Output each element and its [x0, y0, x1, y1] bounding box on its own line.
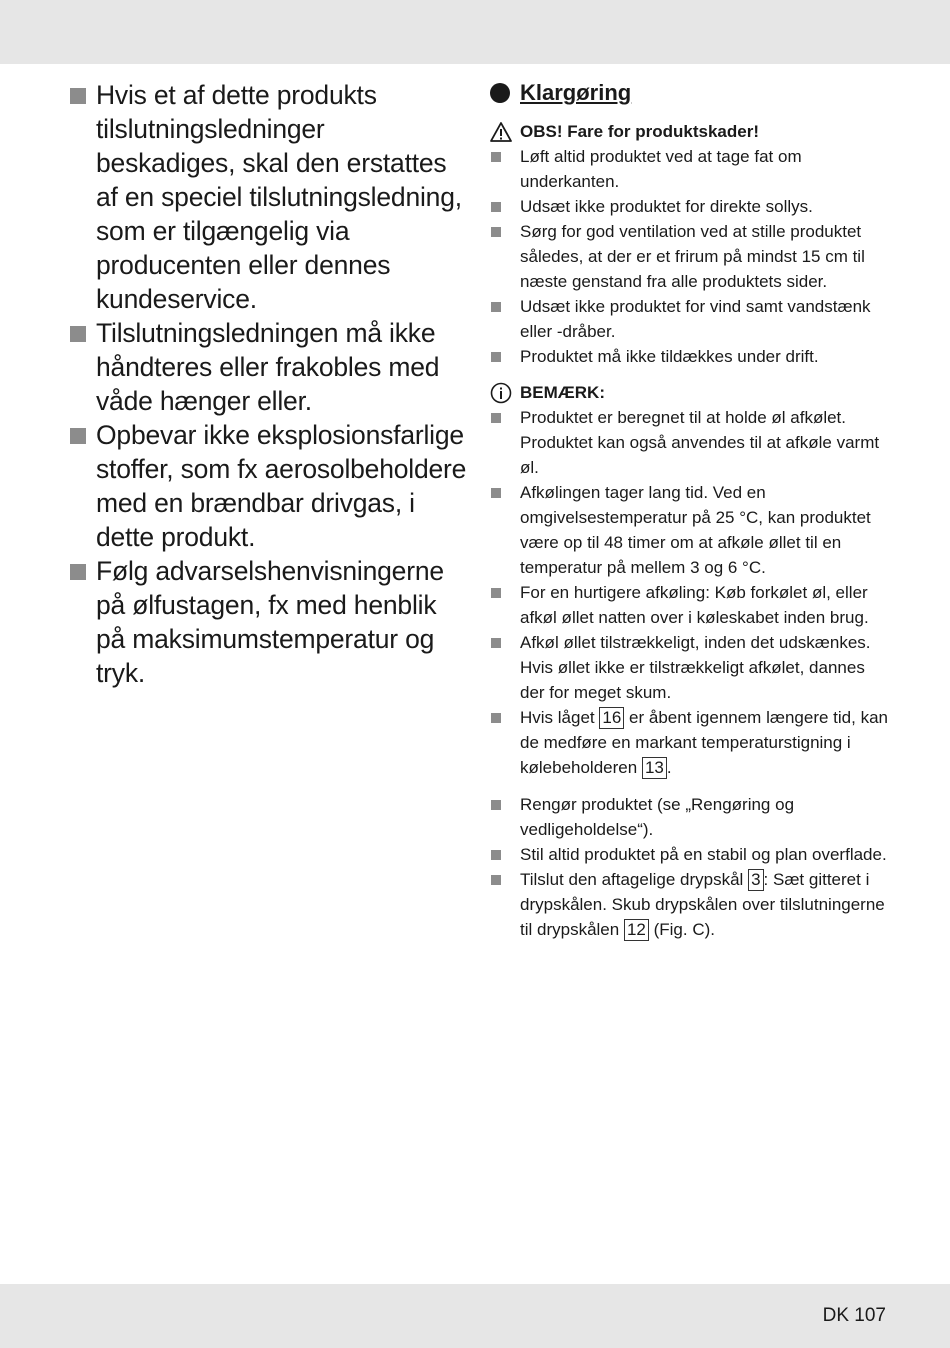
square-bullet-icon — [491, 800, 501, 810]
list-item — [490, 705, 890, 780]
list-item — [70, 418, 470, 554]
header-band — [0, 0, 950, 64]
list-item-text: Sørg for god ventilation ved at stille produktet således, at der er et frirum på mindst 15 cm til næste genstand fra alle produktets sider. — [520, 222, 865, 291]
list-item-text-part: : Sæt gitteret i drypskålen. Skub drypskålen over tilslutningerne til drypskålen — [520, 870, 885, 939]
list-item — [490, 867, 890, 942]
note-list — [490, 405, 890, 780]
list-item — [70, 316, 470, 418]
list-item — [70, 78, 470, 316]
note-title: BEMÆRK: — [520, 383, 605, 402]
list-item — [490, 194, 890, 219]
footer-band — [0, 1284, 950, 1348]
part-reference: 12 — [624, 919, 649, 941]
list-item — [70, 554, 470, 690]
right-column — [490, 78, 890, 942]
square-bullet-icon — [70, 326, 86, 342]
list-item-text-part: Hvis låget — [520, 708, 595, 727]
part-reference: 3 — [748, 869, 763, 891]
list-item-text: Udsæt ikke produktet for vind samt vandstænk eller -dråber. — [520, 297, 871, 341]
left-column — [70, 78, 470, 690]
list-item-text: Tilslutningsledningen må ikke håndteres eller frakobles med våde hænger eller. — [96, 318, 440, 416]
list-item-text-part: Tilslut den aftagelige drypskål — [520, 870, 744, 889]
square-bullet-icon — [70, 88, 86, 104]
list-item — [490, 580, 890, 630]
list-item — [490, 792, 890, 842]
list-item — [490, 480, 890, 580]
square-bullet-icon — [491, 713, 501, 723]
list-item — [490, 144, 890, 194]
list-item-text: Afkølingen tager lang tid. Ved en omgivelsestemperatur på 25 °C, kan produktet være op til 48 timer om at afkøle øllet til en temperatur på mellem 3 og 6 °C. — [520, 483, 871, 577]
list-item-text: For en hurtigere afkøling: Køb forkølet øl, eller afkøl øllet natten over i køleskabet inden brug. — [520, 583, 869, 627]
note-notice — [490, 381, 890, 405]
square-bullet-icon — [491, 638, 501, 648]
list-item — [490, 842, 890, 867]
list-item-text: Afkøl øllet tilstrækkeligt, inden det udskænkes. Hvis øllet ikke er tilstrækkeligt afkølet, dannes der for meget skum. — [520, 633, 871, 702]
list-item-text: Hvis et af dette produkts tilslutningsledninger beskadiges, skal den erstattes af en speciel tilslutningsledning, som er tilgængelig via producenten eller dennes kundeservice. — [96, 80, 462, 314]
list-item-text-part: . — [666, 758, 672, 777]
list-item-text: Produktet er beregnet til at holde øl afkølet. Produktet kan også anvendes til at afkøle varmt øl. — [520, 408, 880, 477]
square-bullet-icon — [70, 564, 86, 580]
info-icon — [490, 382, 512, 404]
list-item — [490, 630, 890, 705]
square-bullet-icon — [491, 413, 501, 423]
square-bullet-icon — [491, 875, 501, 885]
square-bullet-icon — [491, 302, 501, 312]
square-bullet-icon — [491, 850, 501, 860]
list-item-text: Følg advarselshenvisningerne på ølfustagen, fx med henblik på maksimumstemperatur og tryk. — [96, 556, 444, 688]
square-bullet-icon — [491, 488, 501, 498]
list-item-text: Produktet må ikke tildækkes under drift. — [520, 347, 819, 366]
warning-notice — [490, 120, 890, 144]
list-item-text: Rengør produktet (se „Rengøring og vedligeholdelse“). — [520, 795, 795, 839]
list-item-text-part: (Fig. C). — [653, 920, 715, 939]
list-item-text: Udsæt ikke produktet for direkte sollys. — [520, 197, 813, 216]
list-item — [490, 294, 890, 344]
square-bullet-icon — [491, 588, 501, 598]
list-item — [490, 405, 890, 480]
section-title: Klargøring — [520, 80, 632, 105]
square-bullet-icon — [491, 227, 501, 237]
section-heading — [490, 78, 890, 110]
warning-list — [490, 144, 890, 369]
list-item-text: Løft altid produktet ved at tage fat om underkanten. — [520, 147, 802, 191]
square-bullet-icon — [491, 152, 501, 162]
warning-title: OBS! Fare for produktskader! — [520, 122, 759, 141]
list-item-text-part: er åbent igennem længere tid, kan de medføre en markant temperaturstigning i kølebeholderen — [520, 708, 888, 777]
steps-list — [490, 792, 890, 942]
square-bullet-icon — [491, 352, 501, 362]
part-reference: 16 — [599, 707, 624, 729]
round-bullet-icon — [490, 83, 510, 103]
warning-triangle-icon — [490, 121, 512, 143]
page-number: DK 107 — [822, 1305, 886, 1326]
list-item-text: Stil altid produktet på en stabil og plan overflade. — [520, 845, 887, 864]
list-item — [490, 344, 890, 369]
part-reference: 13 — [642, 757, 667, 779]
square-bullet-icon — [491, 202, 501, 212]
list-item-text: Opbevar ikke eksplosionsfarlige stoffer, som fx aerosolbeholdere med en brændbar drivgas, i dette produkt. — [96, 420, 467, 552]
square-bullet-icon — [70, 428, 86, 444]
list-item — [490, 219, 890, 294]
